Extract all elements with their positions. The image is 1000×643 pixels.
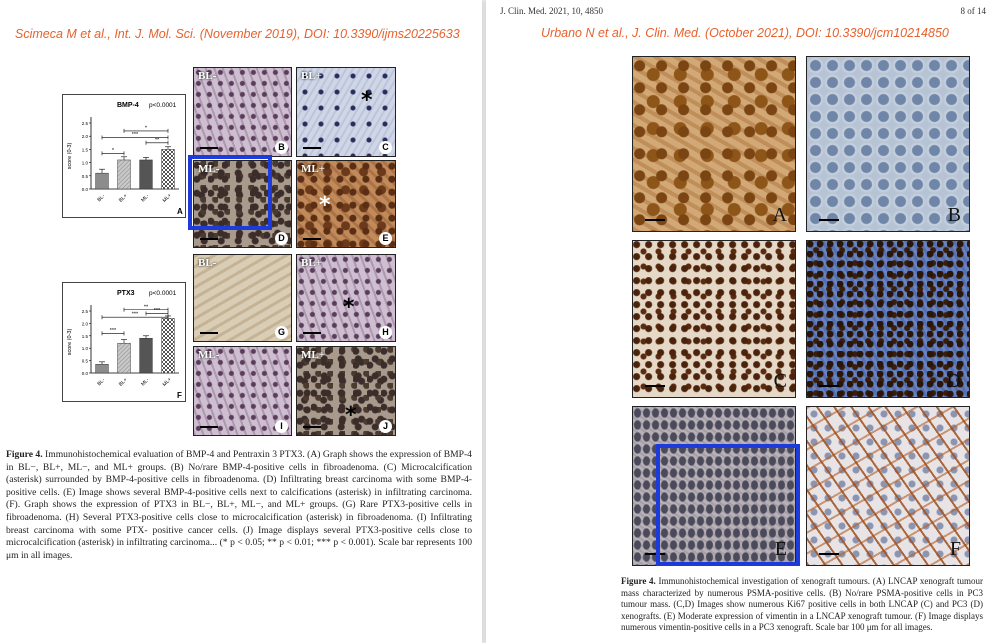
scale-bar (200, 147, 218, 149)
y-tick-label: 2.0 (81, 321, 88, 327)
caption-label: Figure 4. (6, 449, 43, 460)
scale-bar (819, 385, 839, 387)
chart-title: PTX3 (117, 290, 135, 297)
significance-label: *** (131, 311, 139, 318)
significance-label: * (111, 147, 115, 154)
journal-reference: J. Clin. Med. 2021, 10, 4850 (500, 6, 604, 16)
right-citation: Urbano N et al., J. Clin. Med. (October 2021), DOI: 10.3390/jcm10214850 (541, 26, 949, 40)
graph-bmp4 (62, 94, 186, 218)
bar (162, 149, 175, 189)
running-head (500, 6, 986, 16)
significance-label: *** (131, 132, 139, 139)
panel-h (296, 254, 396, 342)
x-tick-label: BL+ (117, 376, 129, 388)
panel-letter: G (275, 326, 288, 339)
panel-letter: C (773, 370, 787, 392)
y-tick-label: 2.5 (81, 309, 88, 314)
y-tick-label: 2.0 (81, 134, 88, 140)
x-tick-label: ML+ (161, 376, 173, 388)
highlight-box (656, 444, 800, 566)
panel-e (296, 160, 396, 248)
panel-group-label: ML- (198, 349, 220, 361)
panel-letter: C (379, 141, 392, 154)
x-tick-label: BL- (96, 193, 107, 204)
panel-i (193, 346, 292, 436)
panel-g (193, 254, 292, 342)
panel-letter: B (275, 141, 288, 154)
significance-label: *** (153, 307, 161, 314)
right-figure-caption (621, 576, 983, 634)
significance-label: *** (109, 327, 117, 334)
graph-ptx3 (62, 282, 186, 402)
scale-bar (819, 219, 839, 221)
bar (140, 160, 153, 189)
scale-bar (819, 553, 839, 555)
chart-pvalue: p<0.0001 (149, 290, 177, 297)
x-tick-label: BL- (96, 377, 107, 388)
panel-letter: F (949, 538, 961, 560)
panel-r-a (632, 56, 796, 232)
bar (118, 160, 131, 189)
bar (118, 343, 131, 373)
panel-group-label: BL+ (301, 257, 322, 269)
panel-letter: J (379, 420, 392, 433)
panel-group-label: BL+ (301, 70, 322, 82)
panel-group-label: ML+ (301, 349, 325, 361)
chart-title: BMP-4 (117, 102, 139, 109)
page-number: 8 of 14 (960, 6, 986, 16)
x-tick-label: ML- (140, 193, 151, 204)
scale-bar (303, 426, 321, 428)
panel-group-label: ML- (198, 163, 220, 175)
graph-panel-letter: F (177, 391, 182, 400)
panel-group-label: ML+ (301, 163, 325, 175)
significance-label: ** (154, 137, 160, 144)
graph-panel-letter: A (177, 207, 183, 216)
scale-bar (200, 426, 218, 428)
scale-bar (645, 219, 665, 221)
panel-letter: D (275, 232, 288, 245)
chart-ptx3 (63, 283, 187, 403)
panel-letter: D (946, 370, 961, 392)
scale-bar (645, 385, 665, 387)
x-tick-label: ML- (140, 377, 151, 388)
y-tick-label: 1.5 (81, 147, 88, 153)
right-page (486, 0, 1000, 643)
left-figure-caption (6, 449, 472, 562)
y-tick-label: 2.5 (81, 121, 88, 126)
bar (162, 318, 175, 373)
scale-bar (303, 147, 321, 149)
panel-letter: A (772, 204, 787, 226)
panel-c (296, 67, 396, 157)
y-tick-label: 1.0 (81, 346, 88, 352)
panel-r-f (806, 406, 970, 566)
panel-group-label: BL- (198, 257, 217, 269)
asterisk-marker: * (343, 295, 355, 320)
panel-j (296, 346, 396, 436)
panel-letter: B (947, 204, 961, 226)
scale-bar (200, 332, 218, 334)
y-tick-label: 0.5 (81, 173, 88, 179)
chart-pvalue: p<0.0001 (149, 102, 177, 109)
y-axis-label: score (0-3) (67, 142, 73, 170)
left-page (0, 0, 482, 643)
panel-letter: E (774, 538, 787, 560)
scale-bar (303, 238, 321, 240)
significance-label: * (144, 125, 148, 132)
panel-r-c (632, 240, 796, 398)
bar (140, 338, 153, 373)
asterisk-marker: * (361, 88, 373, 113)
bar (96, 364, 109, 373)
y-tick-label: 1.0 (81, 160, 88, 166)
panel-group-label: BL- (198, 70, 217, 82)
panel-r-b (806, 56, 970, 232)
panel-letter: I (275, 420, 288, 433)
caption-text: Immunohistochemical evaluation of BMP-4 and Pentraxin 3 PTX3. (A) Graph shows the expression of BMP-4 in BL−, BL+, ML−, and ML+ groups. (B) No/rare BMP-4-positive cells in fibroadenoma. (C) Microcalcification (asterisk) surrounded by BMP-4-positive cells in fibroadenoma. (D) Infiltrating breast carcinoma with some BMP-4-positive cells. (E) Image shows several BMP-4-positive cells next to calcifications (asterisk) in infiltrating carcinoma. (F). Graph shows the expression of PTX3 in BL−, BL+, ML−, and ML+ groups. (G) Rare PTX3-positive cells in fibroadenoma. (H) Several PTX3-positive cells close to microcalcification (asterisk) in fibroadenoma. (I) Infiltrating breast carcinoma with some PTX- positive cancer cells. (J) Image displays several PTX3-positive cells close to microcalcification (asterisk) in infiltrating carcinoma... (* p < 0.05; ** p < 0.01; *** p < 0.001). Scale bar represents 100 μm in all images. (6, 449, 472, 561)
scale-bar (303, 332, 321, 334)
highlight-box (188, 155, 272, 230)
caption-text: Immunohistochemical investigation of xenograft tumours. (A) LNCAP xenograft tumour mass characterized by numerous PSMA-positive cells. (B) No/rare PSMA-positive cells in PC3 tumour mass. (C,D) Images show numerous Ki67 positive cells in both LNCAP (C) and PC3 (D) xenografts. (E) Moderate expression of vimentin in a LNCAP xenograft tumour. (F) Image displays numerous vimentin-positive cells in a PC3 xenograft. Scale bar 100 μm for all images. (621, 576, 984, 633)
asterisk-marker: * (319, 193, 331, 218)
panel-letter: E (379, 232, 392, 245)
chart-bmp4 (63, 95, 187, 219)
bar (96, 173, 109, 189)
asterisk-marker: * (345, 403, 357, 428)
x-tick-label: BL+ (117, 192, 129, 204)
panel-r-d (806, 240, 970, 398)
scale-bar (200, 238, 218, 240)
panel-letter: H (379, 326, 392, 339)
significance-label: ** (143, 304, 149, 311)
caption-label: Figure 4. (621, 576, 656, 586)
y-tick-label: 0.5 (81, 358, 88, 364)
x-tick-label: ML+ (161, 192, 173, 204)
y-tick-label: 1.5 (81, 333, 88, 339)
y-axis-label: score (0-3) (67, 328, 73, 356)
y-tick-label: 0.0 (81, 371, 88, 376)
panel-b (193, 67, 292, 157)
left-citation: Scimeca M et al., Int. J. Mol. Sci. (November 2019), DOI: 10.3390/ijms20225633 (15, 27, 460, 41)
y-tick-label: 0.0 (81, 187, 88, 192)
